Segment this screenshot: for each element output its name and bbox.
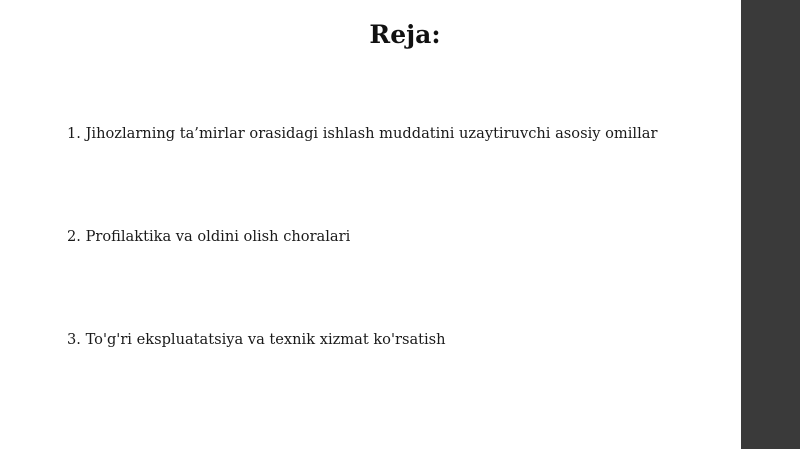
side-panel	[741, 0, 800, 449]
plan-item-2: 2. Profilaktika va oldini olish choralari	[67, 228, 351, 245]
plan-item-3: 3. To'g'ri ekspluatatsiya va texnik xizmat ko'rsatish	[67, 331, 446, 348]
plan-item-1: 1. Jihozlarning ta’mirlar orasidagi ishlash muddatini uzaytiruvchi asosiy omillar	[67, 125, 658, 142]
slide-title: Reja:	[369, 20, 441, 49]
